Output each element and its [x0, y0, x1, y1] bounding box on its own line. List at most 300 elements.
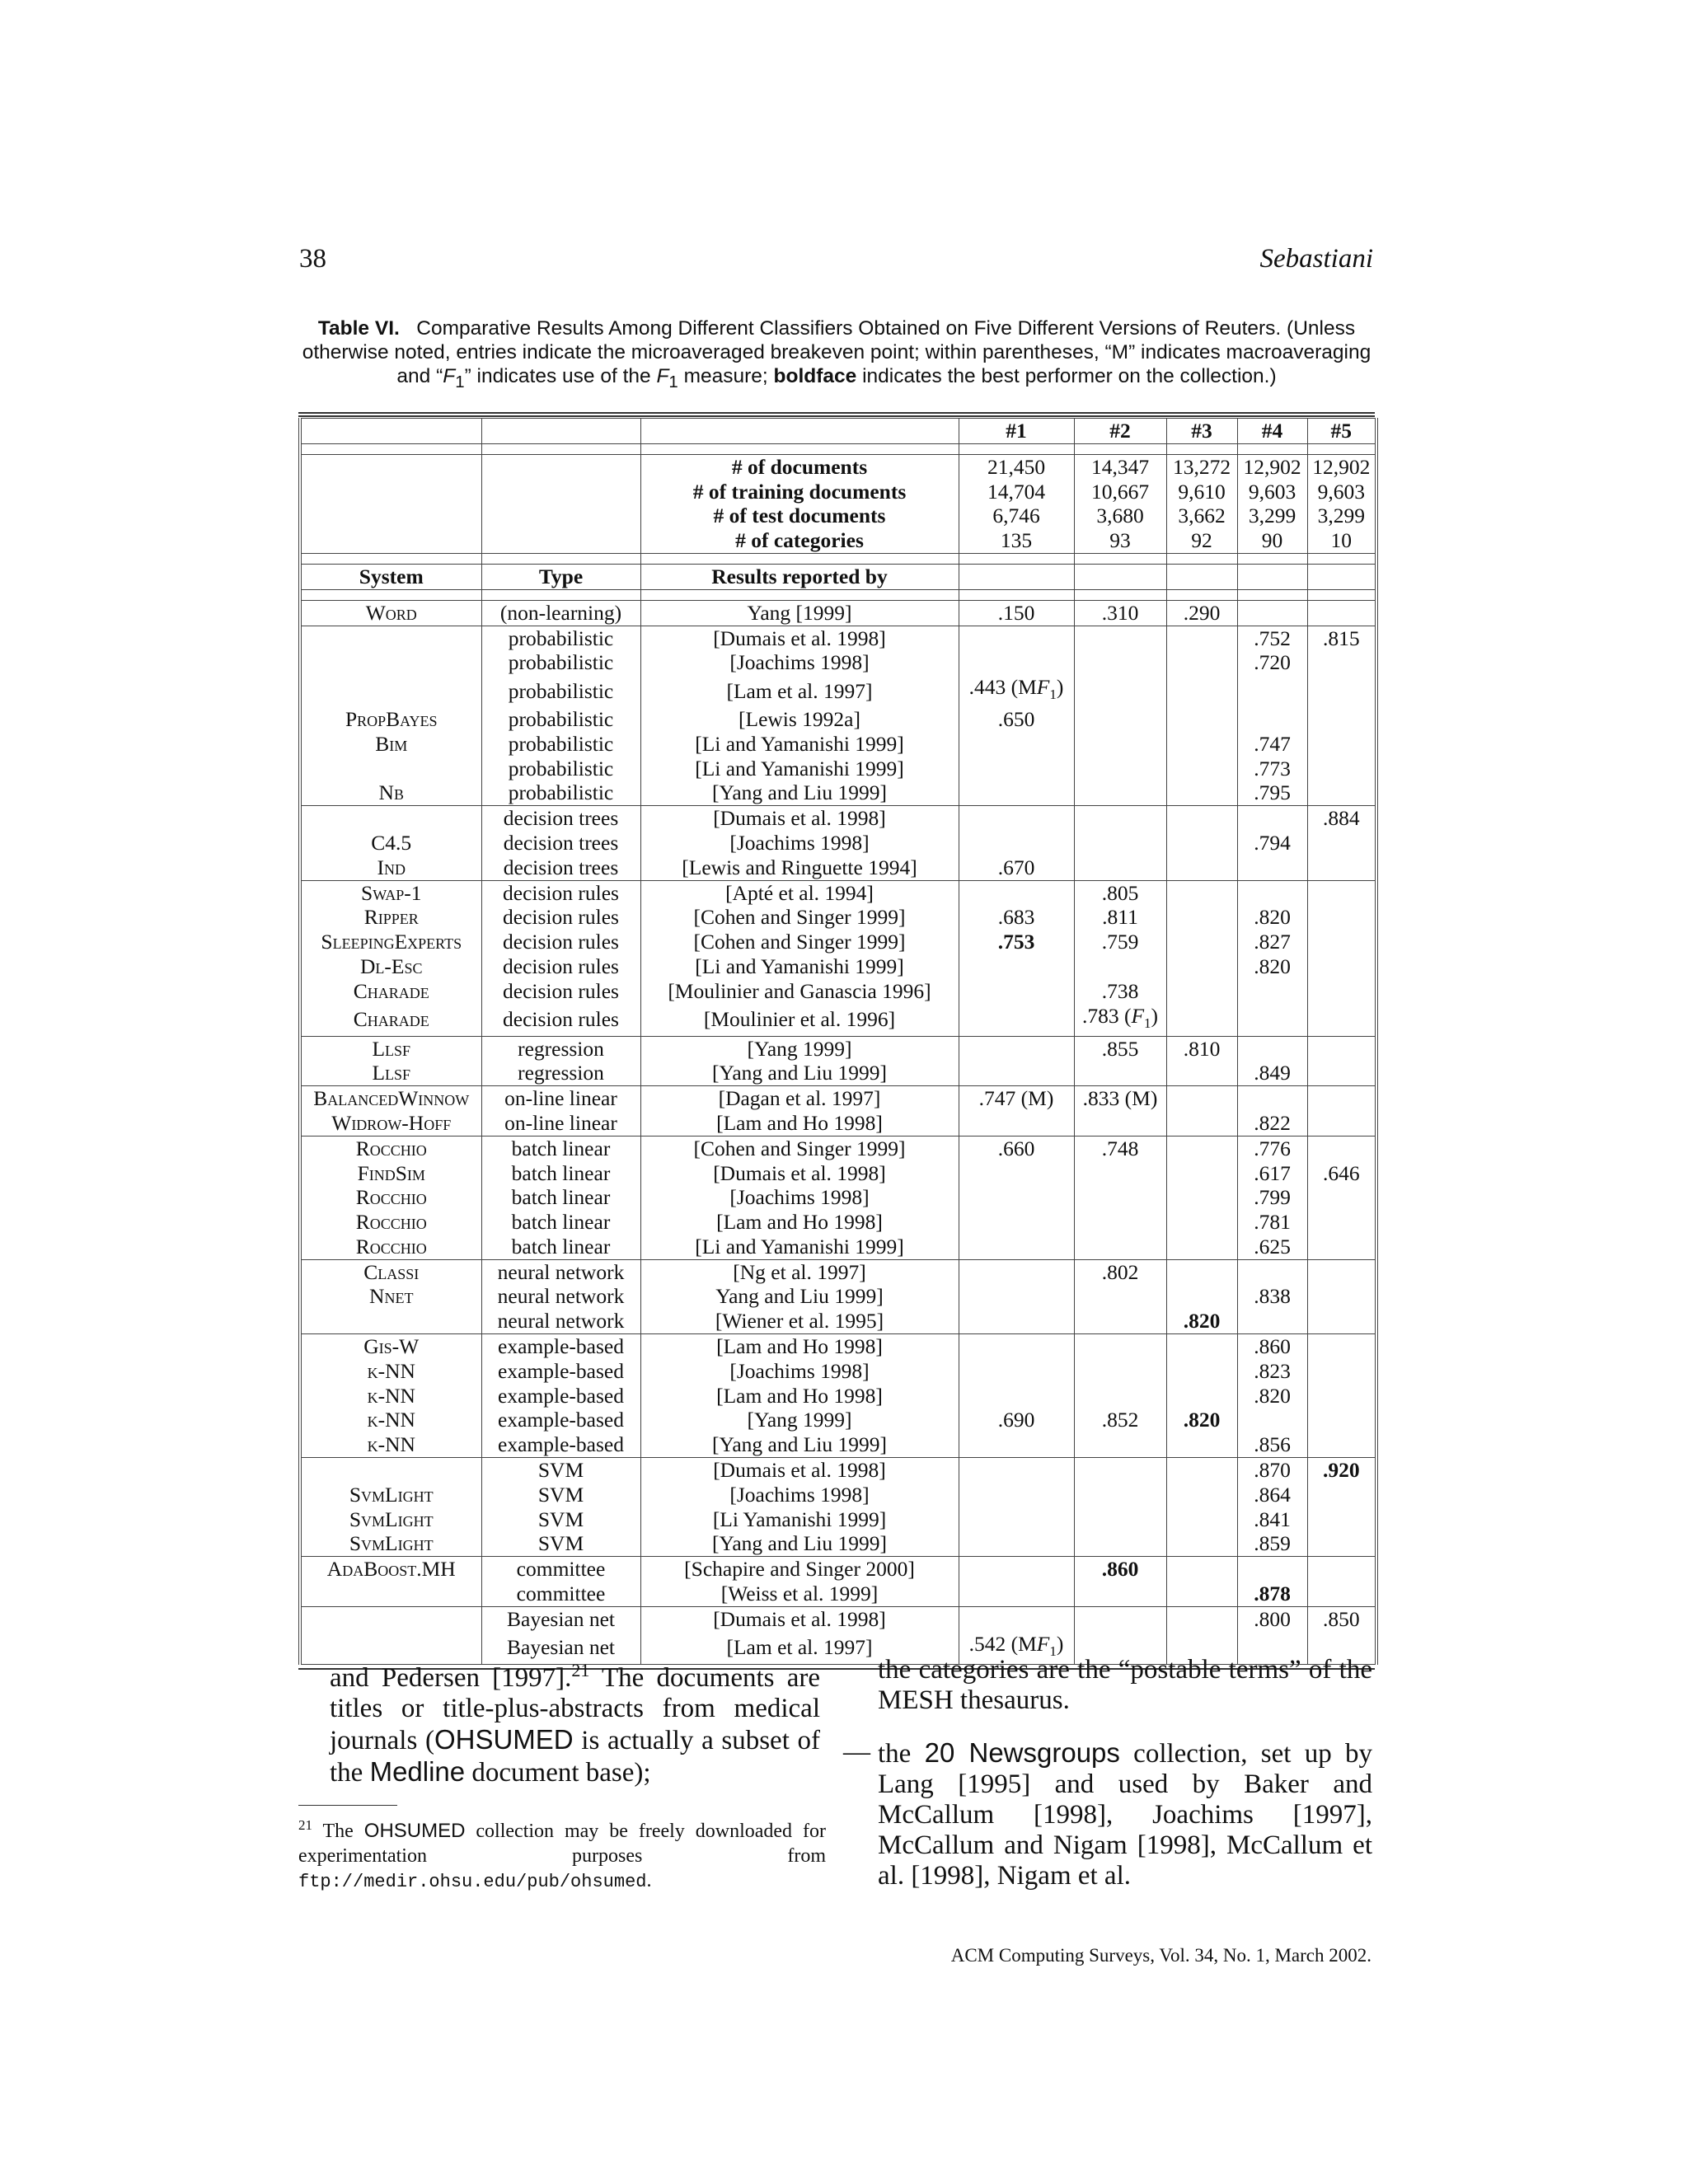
result-value: .856: [1237, 1432, 1307, 1457]
reported-by: [Dumais et al. 1998]: [640, 806, 959, 831]
bullet-text-2: collection, set up by Lang [1995] and used by Baker and McCallum [1998], Joachims [1997], McCallum and Nigam [1998], McCallum et al. [1998], Nigam et al.: [878, 1739, 1372, 1891]
result-value: [1307, 1432, 1376, 1457]
results-table-body: [300, 419, 1376, 1665]
table-top-rule: [298, 412, 1375, 414]
reported-by: [Yang 1999]: [640, 1036, 959, 1061]
f1-subscript: 1: [1144, 1015, 1151, 1031]
reported-by: [Dumais et al. 1998]: [640, 1458, 959, 1483]
right-para-1: the categories are the “postable terms” of the MESH thesaurus.: [878, 1655, 1372, 1715]
result-value: .810: [1166, 1036, 1237, 1061]
result-value: .920: [1307, 1458, 1376, 1483]
result-value: [1074, 1582, 1166, 1606]
empty-cell: [300, 454, 481, 479]
result-value: [1237, 1309, 1307, 1333]
result-value: [959, 979, 1074, 1004]
result-value: [1307, 707, 1376, 732]
system-name: Swap-1: [300, 880, 481, 905]
table-row: [300, 1259, 1376, 1284]
result-value: [1307, 1136, 1376, 1160]
reported-by: [Joachims 1998]: [640, 1185, 959, 1210]
table-row: [300, 806, 1376, 831]
system-name: SvmLight: [300, 1531, 481, 1556]
footnote-mark: 21: [298, 1817, 312, 1833]
reported-by: [Yang 1999]: [640, 1408, 959, 1432]
result-value: .822: [1237, 1111, 1307, 1136]
table-row: [300, 1061, 1376, 1085]
column-header-type: Type: [481, 564, 640, 589]
classifier-type: Bayesian net: [481, 1606, 640, 1631]
result-value: .776: [1237, 1136, 1307, 1160]
result-value: [1074, 1284, 1166, 1309]
reported-by: [Dagan et al. 1997]: [640, 1086, 959, 1111]
result-value: .720: [1237, 650, 1307, 675]
result-value: [1074, 757, 1166, 781]
reported-by: [Li and Yamanishi 1999]: [640, 954, 959, 979]
reported-by: [Yang and Liu 1999]: [640, 780, 959, 805]
system-name: [300, 1309, 481, 1333]
result-value: [1307, 675, 1376, 707]
reported-by: [Li and Yamanishi 1999]: [640, 1235, 959, 1259]
gap-cell: [300, 553, 481, 564]
classifier-type: example-based: [481, 1384, 640, 1408]
system-name: C4.5: [300, 831, 481, 855]
empty-cell: [481, 504, 640, 528]
result-value: [959, 1111, 1074, 1136]
classifier-type: probabilistic: [481, 780, 640, 805]
classifier-type: on-line linear: [481, 1086, 640, 1111]
classifier-type: SVM: [481, 1483, 640, 1507]
table-row: [300, 1384, 1376, 1408]
result-value: .738: [1074, 979, 1166, 1004]
classifier-type: example-based: [481, 1359, 640, 1384]
system-name: [300, 626, 481, 650]
reported-by: [Dumais et al. 1998]: [640, 1606, 959, 1631]
result-value: [1074, 1309, 1166, 1333]
result-value: .849: [1237, 1061, 1307, 1085]
table-row: [300, 1235, 1376, 1259]
result-value: [1074, 707, 1166, 732]
result-value: [1166, 930, 1237, 954]
result-value: .878: [1237, 1582, 1307, 1606]
footnote-text-1: The: [312, 1821, 364, 1842]
system-name: Bim: [300, 732, 481, 757]
gap-cell: [1237, 553, 1307, 564]
reported-by: Yang [1999]: [640, 600, 959, 626]
result-value: .823: [1237, 1359, 1307, 1384]
table-row: [300, 1458, 1376, 1483]
table-row: [300, 1483, 1376, 1507]
result-value: [1166, 1086, 1237, 1111]
empty-header-cell: [1307, 564, 1376, 589]
collection-header: #3: [1166, 419, 1237, 444]
collection-header: #1: [959, 419, 1074, 444]
result-value: [1166, 780, 1237, 805]
stat-value: 21,450: [959, 454, 1074, 479]
result-value: [1074, 1359, 1166, 1384]
stat-label: # of test documents: [640, 504, 959, 528]
table-row: [300, 1432, 1376, 1457]
gap-cell: [640, 443, 959, 454]
table-row: [300, 1111, 1376, 1136]
table-row: [300, 1408, 1376, 1432]
result-value: [959, 1458, 1074, 1483]
page-number: 38: [299, 244, 326, 274]
result-value: .841: [1237, 1507, 1307, 1532]
stats-row: [300, 454, 1376, 479]
classifier-type: probabilistic: [481, 650, 640, 675]
system-name: Llsf: [300, 1061, 481, 1085]
empty-header-cell: [959, 564, 1074, 589]
result-value: [1307, 979, 1376, 1004]
left-para-3: is actually a subset of the: [330, 1726, 821, 1788]
gap-row: [300, 553, 1376, 564]
result-value: [959, 1259, 1074, 1284]
classifier-type: batch linear: [481, 1161, 640, 1186]
system-name: [300, 1606, 481, 1631]
result-value: .690: [959, 1408, 1074, 1432]
result-value: [1074, 1235, 1166, 1259]
collection-header: #5: [1307, 419, 1376, 444]
result-value: .625: [1237, 1235, 1307, 1259]
stat-value: 10: [1307, 528, 1376, 553]
reported-by: [Apté et al. 1994]: [640, 880, 959, 905]
result-value: .855: [1074, 1036, 1166, 1061]
left-column-text: [330, 1655, 820, 1788]
stat-value: 90: [1237, 528, 1307, 553]
result-value: [1166, 650, 1237, 675]
table-row: [300, 780, 1376, 805]
result-value: [1166, 855, 1237, 880]
classifier-type: probabilistic: [481, 626, 640, 650]
result-value: .747 (M): [959, 1086, 1074, 1111]
result-value: [1237, 1408, 1307, 1432]
classifier-type: neural network: [481, 1284, 640, 1309]
result-value: [1166, 1606, 1237, 1631]
footnote-ref: 21: [571, 1660, 590, 1680]
result-value: [1074, 1061, 1166, 1085]
results-table: [298, 418, 1378, 1665]
result-value: [1307, 1235, 1376, 1259]
footnote: [298, 1813, 826, 1895]
caption-text-4: indicates the best performer on the collection.): [856, 365, 1277, 387]
gap-cell: [481, 589, 640, 600]
result-value: [1307, 600, 1376, 626]
reported-by: [Lam et al. 1997]: [640, 675, 959, 707]
result-value: [1074, 1507, 1166, 1532]
result-value: [1166, 1061, 1237, 1085]
stat-value: 92: [1166, 528, 1237, 553]
result-value: .660: [959, 1136, 1074, 1160]
reported-by: [Yang and Liu 1999]: [640, 1432, 959, 1457]
empty-header-cell: [640, 419, 959, 444]
stat-value: 9,603: [1307, 480, 1376, 504]
system-name: PropBayes: [300, 707, 481, 732]
gap-cell: [959, 589, 1074, 600]
result-value: [1166, 626, 1237, 650]
stat-value: 9,610: [1166, 480, 1237, 504]
result-value: .815: [1307, 626, 1376, 650]
caption-f1: F: [443, 365, 456, 387]
footnote-text-3: .: [646, 1870, 652, 1891]
caption-label: Table VI.: [317, 317, 400, 340]
result-value: [1166, 831, 1237, 855]
classifier-type: batch linear: [481, 1235, 640, 1259]
reported-by: [Weiss et al. 1999]: [640, 1582, 959, 1606]
system-name: Ripper: [300, 905, 481, 930]
system-name: Charade: [300, 979, 481, 1004]
stat-value: 135: [959, 528, 1074, 553]
caption-text-2: ” indicates use of the: [464, 365, 657, 387]
f1-symbol: F: [1131, 1003, 1145, 1028]
empty-header-cell: [300, 419, 481, 444]
result-value: .811: [1074, 905, 1166, 930]
reported-by: [Schapire and Singer 2000]: [640, 1557, 959, 1582]
table-caption: [297, 316, 1376, 395]
result-value: [1307, 1531, 1376, 1556]
result-value: .752: [1237, 626, 1307, 650]
result-value: [959, 1036, 1074, 1061]
reported-by: [Joachims 1998]: [640, 650, 959, 675]
result-value: [1237, 1086, 1307, 1111]
result-value: .820: [1237, 905, 1307, 930]
result-value: [1166, 979, 1237, 1004]
result-value: [959, 880, 1074, 905]
classifier-type: (non-learning): [481, 600, 640, 626]
table-row: [300, 626, 1376, 650]
table-row: [300, 1284, 1376, 1309]
table-row: [300, 757, 1376, 781]
classifier-type: SVM: [481, 1531, 640, 1556]
system-name: Nb: [300, 780, 481, 805]
table-row: [300, 880, 1376, 905]
footnote-rule: [298, 1805, 397, 1806]
result-value: [1074, 954, 1166, 979]
system-name: SvmLight: [300, 1507, 481, 1532]
result-value: [959, 1185, 1074, 1210]
reported-by: [Lam et al. 1997]: [640, 1632, 959, 1664]
result-value: [1237, 600, 1307, 626]
result-value: [959, 954, 1074, 979]
reported-by: [Joachims 1998]: [640, 1483, 959, 1507]
result-value: [959, 1557, 1074, 1582]
result-value: [1237, 707, 1307, 732]
result-value: [1166, 905, 1237, 930]
system-name: [300, 675, 481, 707]
page-footer: ACM Computing Surveys, Vol. 34, No. 1, March 2002.: [950, 1945, 1372, 1966]
gap-cell: [640, 553, 959, 564]
result-value: [1166, 1359, 1237, 1384]
system-name: SleepingExperts: [300, 930, 481, 954]
gap-cell: [1074, 443, 1166, 454]
table-row: [300, 732, 1376, 757]
result-value: [1307, 1359, 1376, 1384]
caption-text-3: measure;: [678, 365, 774, 387]
result-value: .827: [1237, 930, 1307, 954]
classifier-type: decision rules: [481, 905, 640, 930]
gap-cell: [300, 443, 481, 454]
stat-value: 9,603: [1237, 480, 1307, 504]
classifier-type: SVM: [481, 1507, 640, 1532]
result-value: [959, 780, 1074, 805]
reported-by: [Moulinier et al. 1996]: [640, 1004, 959, 1036]
result-value: .870: [1237, 1458, 1307, 1483]
reported-by: [Dumais et al. 1998]: [640, 626, 959, 650]
result-value: [1074, 1185, 1166, 1210]
bullet-text: [878, 1737, 1372, 1891]
classifier-type: batch linear: [481, 1136, 640, 1160]
result-value: [959, 1359, 1074, 1384]
result-value: [1166, 1334, 1237, 1359]
result-value: [1307, 954, 1376, 979]
table-row: [300, 954, 1376, 979]
reported-by: [Li and Yamanishi 1999]: [640, 732, 959, 757]
result-value: [1074, 1334, 1166, 1359]
result-value: .310: [1074, 600, 1166, 626]
table-row: [300, 675, 1376, 707]
result-value: [1166, 1004, 1237, 1036]
result-value: [1166, 880, 1237, 905]
reported-by: [Yang and Liu 1999]: [640, 1531, 959, 1556]
result-value: [959, 1284, 1074, 1309]
result-value: [1074, 1606, 1166, 1631]
result-value: [1307, 905, 1376, 930]
system-name: Charade: [300, 1004, 481, 1036]
result-value: .748: [1074, 1136, 1166, 1160]
classifier-type: decision trees: [481, 806, 640, 831]
classifier-type: probabilistic: [481, 757, 640, 781]
bullet-item: [843, 1737, 1372, 1891]
table-row: [300, 707, 1376, 732]
left-para-2: The documents are titles or title-plus-abstracts from medical journals (: [330, 1663, 820, 1755]
system-name: k-NN: [300, 1359, 481, 1384]
empty-cell: [300, 504, 481, 528]
result-value: [959, 1061, 1074, 1085]
result-value: [1307, 650, 1376, 675]
result-value: [1237, 1259, 1307, 1284]
result-value: [1074, 1384, 1166, 1408]
classifier-type: probabilistic: [481, 707, 640, 732]
system-name: Gis-W: [300, 1334, 481, 1359]
reported-by: [Li Yamanishi 1999]: [640, 1507, 959, 1532]
system-name: k-NN: [300, 1384, 481, 1408]
result-value: [1237, 806, 1307, 831]
left-ohsumed: OHSUMED: [434, 1724, 574, 1755]
result-value: .820: [1237, 954, 1307, 979]
stat-value: 6,746: [959, 504, 1074, 528]
result-value: .800: [1237, 1606, 1307, 1631]
classifier-type: decision rules: [481, 979, 640, 1004]
table-row: [300, 650, 1376, 675]
result-value: [1166, 675, 1237, 707]
bullet-dash: —: [843, 1737, 870, 1767]
left-medline: Medline: [369, 1756, 466, 1787]
system-name: Classi: [300, 1259, 481, 1284]
gap-cell: [1074, 553, 1166, 564]
result-value: [1307, 880, 1376, 905]
result-value: [1307, 1557, 1376, 1582]
result-value: [959, 1334, 1074, 1359]
result-value: [1074, 1111, 1166, 1136]
result-value: [959, 1004, 1074, 1036]
table-row: [300, 600, 1376, 626]
system-name: [300, 757, 481, 781]
table-row: [300, 905, 1376, 930]
result-value: [1307, 1259, 1376, 1284]
result-value: [1307, 1086, 1376, 1111]
caption-f1-b: F: [656, 365, 669, 387]
result-value: .753: [959, 930, 1074, 954]
stat-value: 3,299: [1307, 504, 1376, 528]
classifier-type: example-based: [481, 1408, 640, 1432]
result-value: .443 $(MF_1)$: [959, 675, 1074, 707]
empty-cell: [300, 480, 481, 504]
result-value: [1307, 855, 1376, 880]
stat-value: 3,662: [1166, 504, 1237, 528]
gap-cell: [1074, 589, 1166, 600]
system-name: Widrow-Hoff: [300, 1111, 481, 1136]
gap-cell: [481, 443, 640, 454]
gap-cell: [1307, 553, 1376, 564]
result-value: [959, 1582, 1074, 1606]
system-name: Llsf: [300, 1036, 481, 1061]
result-value: .150: [959, 600, 1074, 626]
system-name: k-NN: [300, 1408, 481, 1432]
empty-cell: [481, 528, 640, 553]
system-name: Rocchio: [300, 1185, 481, 1210]
result-value: .833 (M): [1074, 1086, 1166, 1111]
classifier-type: committee: [481, 1582, 640, 1606]
result-value: [1307, 1309, 1376, 1333]
classifier-type: probabilistic: [481, 675, 640, 707]
collection-header: #2: [1074, 419, 1166, 444]
caption-f1-sub-b: 1: [668, 373, 678, 391]
table-row: [300, 1334, 1376, 1359]
collections-header-row: [300, 419, 1376, 444]
classifier-type: decision rules: [481, 880, 640, 905]
reported-by: [Wiener et al. 1995]: [640, 1309, 959, 1333]
gap-cell: [300, 589, 481, 600]
result-value: [1166, 1284, 1237, 1309]
f1-symbol: F: [1036, 675, 1050, 700]
result-value: [1166, 1384, 1237, 1408]
result-value: [1307, 1004, 1376, 1036]
classifier-type: decision rules: [481, 1004, 640, 1036]
classifier-type: SVM: [481, 1458, 640, 1483]
left-para-1: and Pedersen [1997].: [330, 1663, 572, 1693]
result-value: [1074, 1432, 1166, 1457]
result-value: .290: [1166, 600, 1237, 626]
table-row: [300, 1185, 1376, 1210]
classifier-type: decision rules: [481, 954, 640, 979]
result-value: .617: [1237, 1161, 1307, 1186]
system-name: Rocchio: [300, 1136, 481, 1160]
result-value: [1166, 1259, 1237, 1284]
result-value: [1307, 930, 1376, 954]
result-value: [1166, 1185, 1237, 1210]
collection-header: #4: [1237, 419, 1307, 444]
stats-row: [300, 528, 1376, 553]
result-value: [959, 831, 1074, 855]
result-value: [1074, 1458, 1166, 1483]
stat-value: 93: [1074, 528, 1166, 553]
result-value: [1307, 1036, 1376, 1061]
result-value: [1074, 780, 1166, 805]
footnote-text-2: collection may be freely downloaded for experimentation purposes from: [298, 1821, 826, 1867]
result-value: .783 $(F_1)$: [1074, 1004, 1166, 1036]
result-value: [959, 1235, 1074, 1259]
result-value: [959, 1483, 1074, 1507]
result-value: [1307, 732, 1376, 757]
